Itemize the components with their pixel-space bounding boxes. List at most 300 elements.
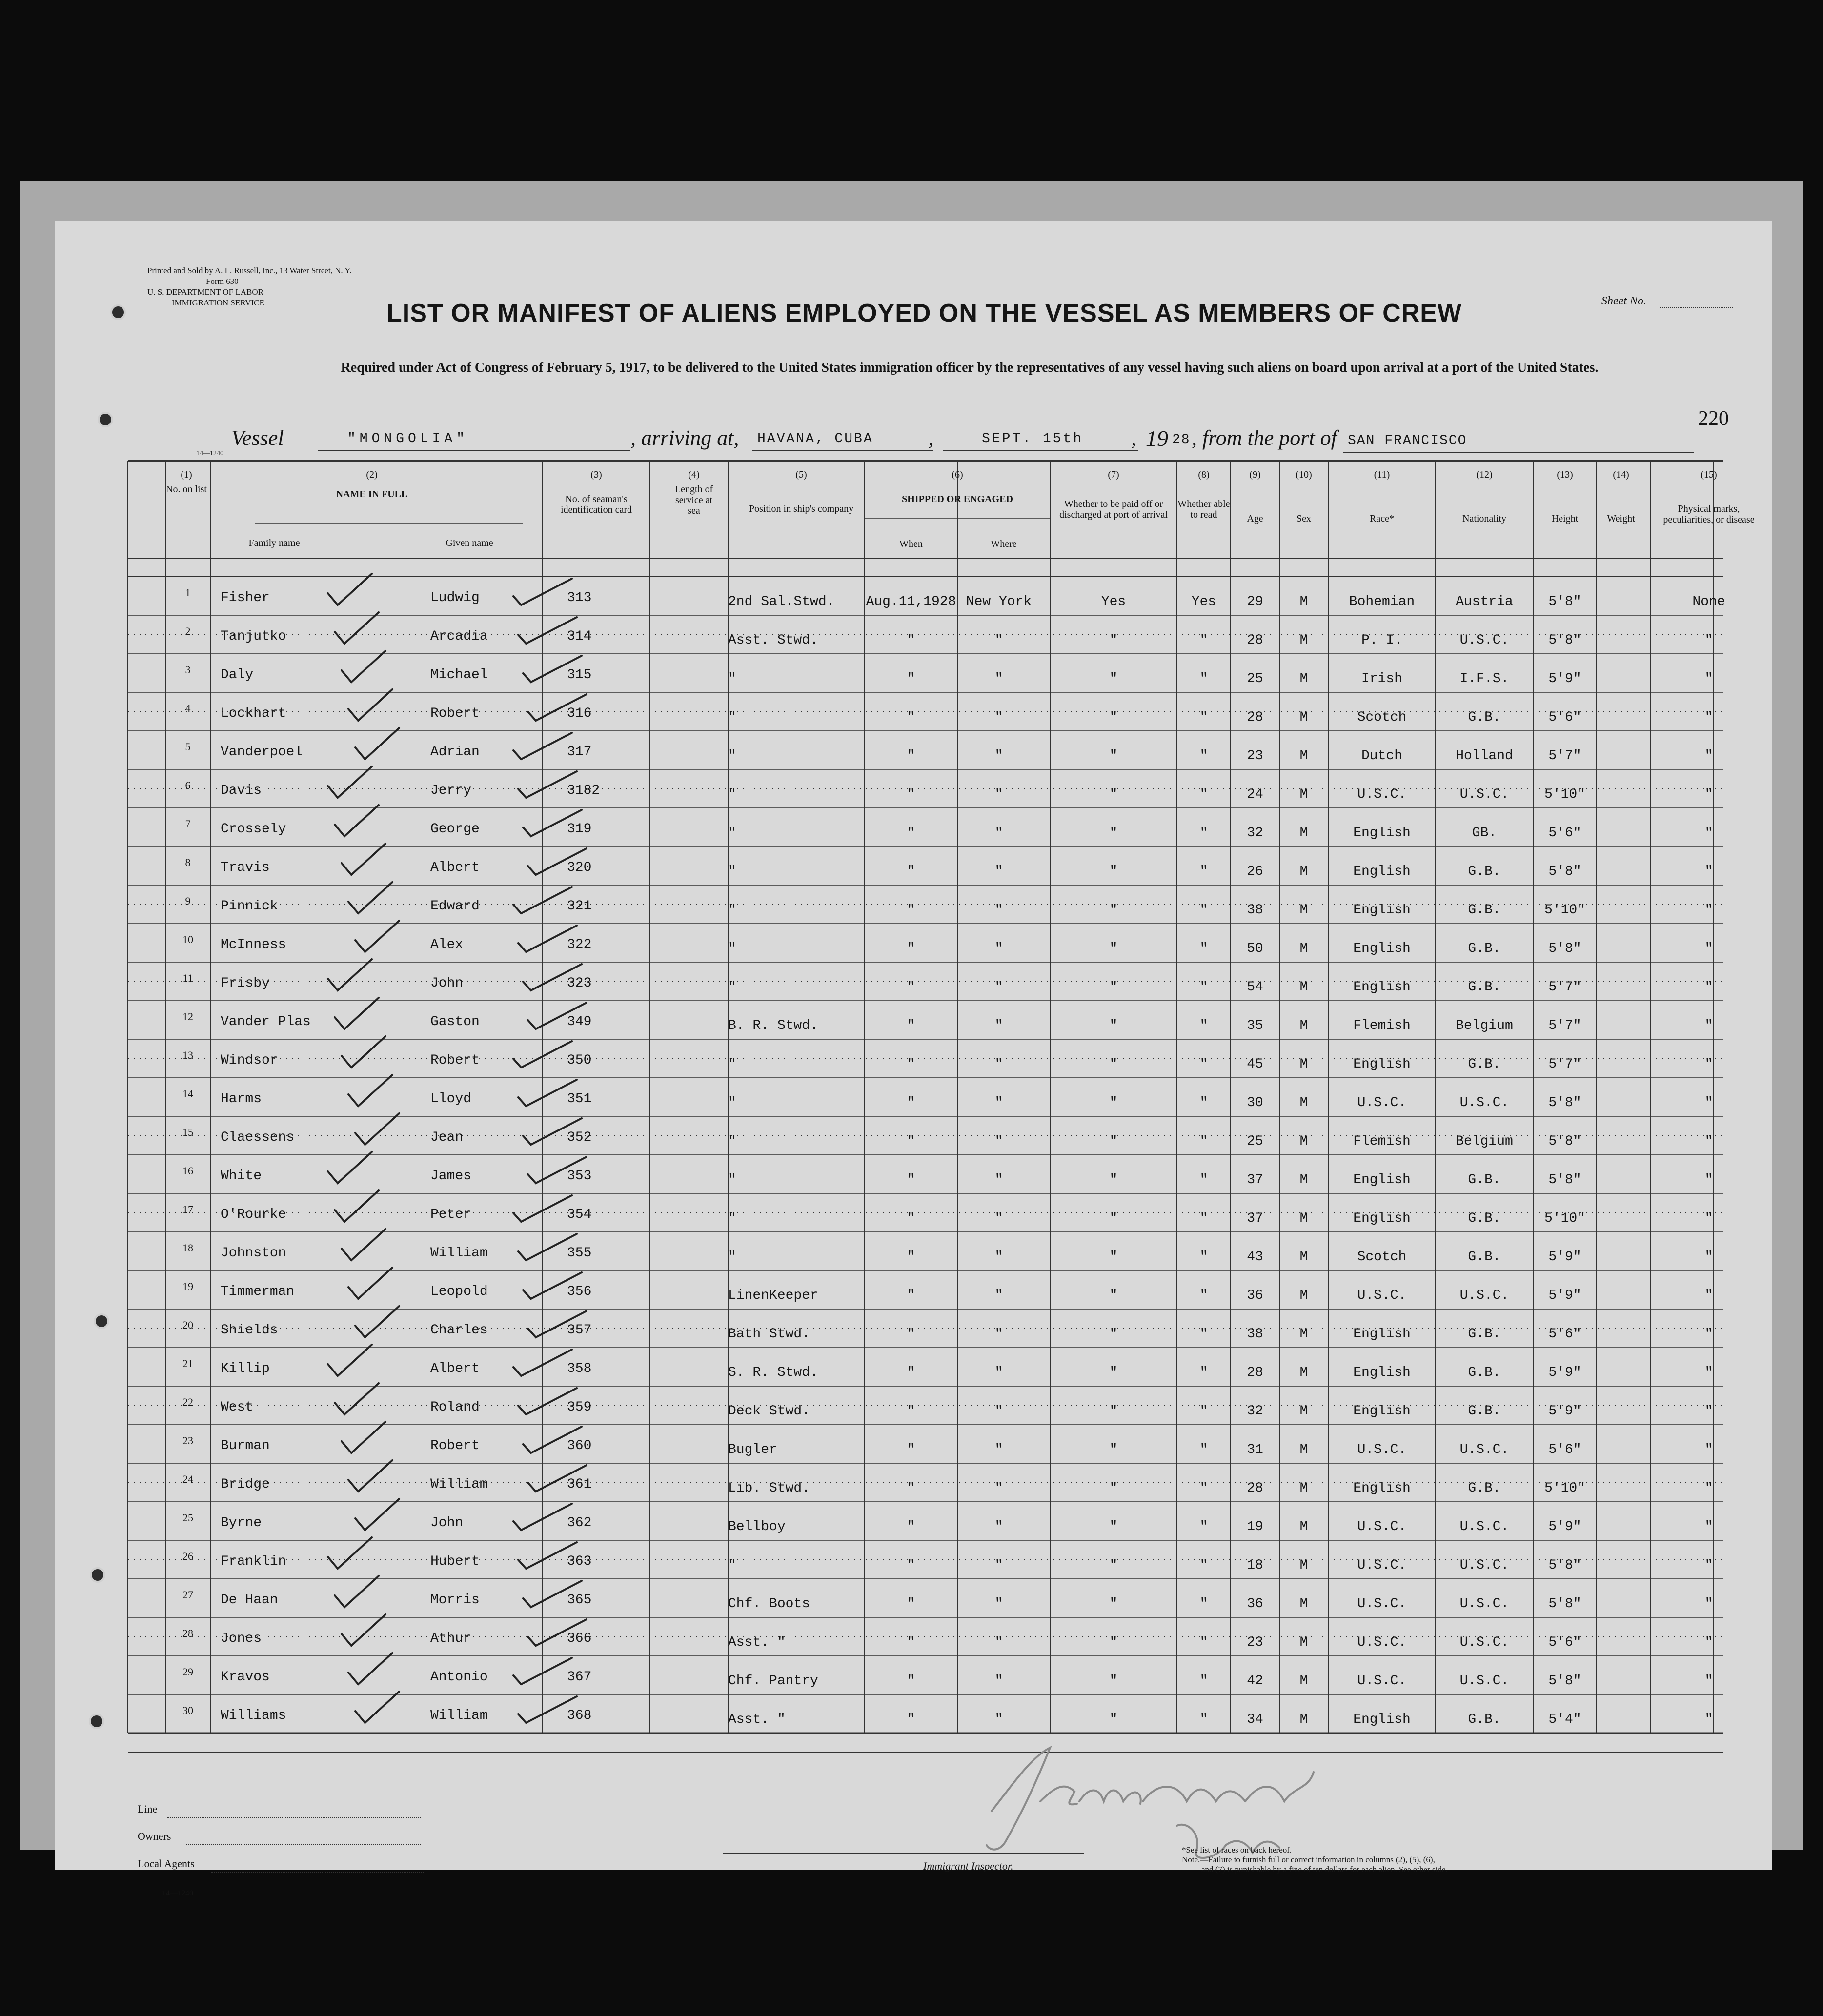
cell-family: Fisher [221,590,270,605]
cell-age: 38 [1247,903,1263,918]
cell-given: Michael [430,667,488,683]
cell-sex: M [1299,1250,1308,1265]
cell-paid: " [1109,980,1118,995]
cell-sex: M [1299,1558,1308,1573]
penalty-note: Note.—Failure to furnish full or correct information in columns (2), (5), (6), [1182,1855,1435,1864]
cell-family: De Haan [221,1593,278,1608]
cell-family: Davis [221,783,262,798]
cell-nationality: G.B. [1468,1057,1501,1072]
cell-height: 5'10" [1544,1481,1585,1496]
cell-given: Lloyd [430,1091,472,1107]
cell-marks: None [1692,594,1725,609]
cell-marks: " [1704,1673,1713,1689]
cell-no: 2 [185,625,191,637]
cell-nationality: G.B. [1468,1250,1501,1265]
col13-number: (13) [1557,469,1573,480]
cell-paid: " [1109,941,1118,956]
cell-no: 21 [182,1357,193,1370]
year-prefix: 19 [1146,426,1168,451]
cell-marks: " [1704,1519,1713,1534]
cell-height: 5'8" [1548,1596,1581,1612]
cell-age: 42 [1247,1673,1263,1689]
cell-where: " [994,903,1003,918]
cell-family: West [221,1400,254,1415]
cell-read: " [1199,941,1208,956]
cell-no: 19 [182,1280,193,1292]
inspector-label: Immigrant Inspector. [923,1860,1013,1872]
cell-where: New York [966,594,1032,609]
cell-when: " [907,1134,915,1149]
cell-age: 28 [1247,710,1263,725]
cell-read: " [1199,1558,1208,1573]
cell-family: Kravos [221,1670,270,1685]
cell-where: " [994,1134,1003,1149]
cell-read: " [1199,1712,1208,1727]
cell-paid: " [1109,903,1118,918]
cell-given: Albert [430,860,480,875]
cell-position: Bugler [728,1442,777,1457]
cell-given: James [430,1169,472,1184]
arrival-date: SEPT. 15th [982,431,1084,446]
cell-when: " [907,671,915,686]
cell-height: 5'7" [1548,1018,1581,1033]
cell-height: 5'10" [1544,903,1585,918]
line-label: Line [138,1803,158,1815]
cell-sex: M [1299,980,1308,995]
cell-where: " [994,1057,1003,1072]
cell-marks: " [1704,1481,1713,1496]
cell-position: Lib. Stwd. [728,1481,810,1496]
cell-race: U.S.C. [1357,787,1407,802]
cell-family: Lockhart [221,706,286,721]
cell-age: 25 [1247,671,1263,686]
cell-height: 5'7" [1548,748,1581,764]
cell-card: 354 [567,1207,592,1222]
cell-when: " [907,1481,915,1496]
cell-read: " [1199,1327,1208,1342]
cell-marks: " [1704,1057,1713,1072]
cell-position: " [728,671,736,686]
penalty-note-cont: and (7) is punishable by a fine of ten dollars for each alien. See other side. [1201,1865,1448,1874]
footer-fields [138,1795,195,1877]
col14-number: (14) [1613,469,1629,480]
cell-no: 11 [182,972,193,984]
cell-age: 23 [1247,1635,1263,1650]
cell-card: 359 [567,1400,592,1415]
cell-read: " [1199,903,1208,918]
cell-position: " [728,710,736,725]
cell-family: Claessens [221,1130,295,1145]
col4-number: (4) [688,469,700,480]
cell-age: 32 [1247,826,1263,841]
cell-given: Adrian [430,745,480,760]
cell-race: Flemish [1353,1134,1411,1149]
cell-height: 5'10" [1544,787,1585,802]
cell-age: 24 [1247,787,1263,802]
cell-when: " [907,1211,915,1226]
cell-nationality: G.B. [1468,903,1501,918]
cell-sex: M [1299,1327,1308,1342]
cell-where: " [994,826,1003,841]
from-port-label: , from the port of [1192,426,1337,450]
cell-marks: " [1704,1365,1713,1380]
cell-card: 361 [567,1477,592,1492]
cell-position: S. R. Stwd. [728,1365,818,1380]
cell-sex: M [1299,1442,1308,1457]
cell-no: 10 [182,933,193,946]
cell-race: Irish [1361,671,1402,686]
cell-card: 357 [567,1323,592,1338]
cell-read: " [1199,1596,1208,1612]
col6b-header: Where [991,539,1017,549]
cell-read: " [1199,1134,1208,1149]
cell-sex: M [1299,787,1308,802]
cell-height: 5'8" [1548,1095,1581,1110]
cell-age: 34 [1247,1712,1263,1727]
cell-race: English [1353,1404,1411,1419]
cell-when: " [907,1288,915,1303]
cell-when: " [907,1558,915,1573]
cell-card: 360 [567,1438,592,1453]
cell-when: " [907,748,915,764]
cell-age: 37 [1247,1211,1263,1226]
cell-when: " [907,1712,915,1727]
sheet-number-label: Sheet No. [1601,295,1646,307]
cell-paid: " [1109,864,1118,879]
cell-sex: M [1299,671,1308,686]
cell-given: Jerry [430,783,472,798]
cell-nationality: U.S.C. [1459,1596,1509,1612]
cell-where: " [994,1018,1003,1033]
cell-family: Byrne [221,1515,262,1531]
cell-when: " [907,1442,915,1457]
cell-sex: M [1299,1365,1308,1380]
cell-marks: " [1704,1211,1713,1226]
cell-where: " [994,1558,1003,1573]
cell-where: " [994,1404,1003,1419]
cell-race: English [1353,1057,1411,1072]
cell-position: " [728,748,736,764]
cell-nationality: U.S.C. [1459,787,1509,802]
cell-race: Scotch [1357,710,1407,725]
cell-given: John [430,976,464,991]
cell-given: Peter [430,1207,472,1222]
cell-when: " [907,903,915,918]
cell-card: 350 [567,1053,592,1068]
cell-card: 316 [567,706,592,721]
local-agents-field[interactable] [211,1872,425,1873]
cell-where: " [994,1288,1003,1303]
cell-race: English [1353,941,1411,956]
cell-race: English [1353,1211,1411,1226]
cell-where: " [994,787,1003,802]
service-name: IMMIGRATION SERVICE [172,298,264,307]
cell-read: " [1199,864,1208,879]
cell-height: 5'8" [1548,1558,1581,1573]
cell-card: 313 [567,590,592,605]
cell-given: John [430,1515,464,1531]
cell-no: 30 [182,1704,193,1716]
cell-paid: Yes [1101,594,1126,609]
cell-nationality: G.B. [1468,1327,1501,1342]
cell-family: Vander Plas [221,1014,311,1029]
cell-when: " [907,1327,915,1342]
footnotes [1182,1845,1448,1875]
cell-race: English [1353,1172,1411,1188]
cell-nationality: G.B. [1468,1172,1501,1188]
cell-height: 5'8" [1548,1673,1581,1689]
form-code-bottom: 14—1240 [162,1889,193,1897]
cell-family: Daly [221,667,254,683]
cell-no: 16 [182,1165,193,1177]
cell-sex: M [1299,594,1308,609]
cell-nationality: G.B. [1468,1365,1501,1380]
cell-height: 5'9" [1548,1404,1581,1419]
cell-where: " [994,1365,1003,1380]
cell-family: Frisby [221,976,270,991]
col11-header: Race* [1370,513,1394,524]
cell-when: " [907,1057,915,1072]
cell-no: 27 [182,1589,193,1601]
inspector-signature-line[interactable] [723,1853,1084,1854]
cell-position: 2nd Sal.Stwd. [728,594,835,609]
cell-paid: " [1109,1211,1118,1226]
cell-card: 353 [567,1169,592,1184]
cell-paid: " [1109,1481,1118,1496]
cell-nationality: G.B. [1468,980,1501,995]
cell-marks: " [1704,671,1713,686]
cell-family: Burman [221,1438,270,1453]
cell-no: 12 [182,1010,193,1023]
cell-where: " [994,633,1003,648]
form-number: Form 630 [206,277,239,286]
cell-when: " [907,633,915,648]
cell-where: " [994,1172,1003,1188]
cell-nationality: U.S.C. [1459,633,1509,648]
cell-race: English [1353,864,1411,879]
cell-sex: M [1299,1673,1308,1689]
cell-sex: M [1299,748,1308,764]
cell-height: 5'9" [1548,671,1581,686]
cell-marks: " [1704,1596,1713,1612]
cell-when: " [907,1519,915,1534]
cell-position: Deck Stwd. [728,1404,810,1419]
cell-marks: " [1704,1288,1713,1303]
cell-given: Robert [430,1438,480,1453]
cell-family: Killip [221,1361,270,1376]
cell-paid: " [1109,1442,1118,1457]
col2-number: (2) [366,469,378,480]
cell-paid: " [1109,1404,1118,1419]
cell-height: 5'8" [1548,941,1581,956]
cell-race: U.S.C. [1357,1442,1407,1457]
owners-label: Owners [138,1830,171,1842]
cell-no: 5 [185,741,191,753]
cell-nationality: G.B. [1468,1712,1501,1727]
cell-age: 43 [1247,1250,1263,1265]
race-footnote: *See list of races on back hereof. [1182,1845,1292,1855]
cell-given: Robert [430,706,480,721]
cell-age: 36 [1247,1288,1263,1303]
cell-nationality: G.B. [1468,1481,1501,1496]
cell-read: " [1199,1481,1208,1496]
comma-separator: , [928,426,933,450]
cell-when: " [907,1018,915,1033]
cell-card: 358 [567,1361,592,1376]
cell-given: William [430,1708,488,1723]
col6a-header: When [899,539,923,549]
cell-marks: " [1704,1635,1713,1650]
cell-height: 5'6" [1548,710,1581,725]
cell-marks: " [1704,1095,1713,1110]
cell-card: 366 [567,1631,592,1646]
cell-where: " [994,1596,1003,1612]
col6-header: SHIPPED OR ENGAGED [902,494,1013,504]
cell-paid: " [1109,1057,1118,1072]
cell-position: Bath Stwd. [728,1327,810,1342]
cell-read: " [1199,1250,1208,1265]
cell-age: 25 [1247,1134,1263,1149]
cell-marks: " [1704,1712,1713,1727]
cell-nationality: G.B. [1468,1404,1501,1419]
col2-header: NAME IN FULL [336,489,408,500]
cell-read: " [1199,671,1208,686]
cell-paid: " [1109,826,1118,841]
cell-read: " [1199,1673,1208,1689]
cell-nationality: U.S.C. [1459,1442,1509,1457]
arriving-label: , arriving at, [630,426,739,450]
cell-position: " [728,1211,736,1226]
cell-age: 37 [1247,1172,1263,1188]
cell-family: Franklin [221,1554,286,1569]
cell-height: 5'8" [1548,633,1581,648]
cell-given: Albert [430,1361,480,1376]
cell-family: Vanderpoel [221,745,303,760]
cell-read: " [1199,1211,1208,1226]
cell-card: 322 [567,937,592,952]
cell-age: 28 [1247,1481,1263,1496]
cell-race: English [1353,1365,1411,1380]
cell-race: Bohemian [1349,594,1415,609]
cell-when: " [907,1635,915,1650]
cell-race: English [1353,980,1411,995]
cell-height: 5'6" [1548,1442,1581,1457]
cell-nationality: G.B. [1468,864,1501,879]
col9-number: (9) [1249,469,1261,480]
col2a-header: Family name [248,538,300,548]
line-field[interactable] [167,1817,421,1818]
cell-family: Windsor [221,1053,278,1068]
cell-sex: M [1299,710,1308,725]
cell-position: " [728,826,736,841]
cell-position: " [728,1250,736,1265]
cell-age: 29 [1247,594,1263,609]
cell-age: 45 [1247,1057,1263,1072]
cell-card: 320 [567,860,592,875]
cell-when: " [907,1596,915,1612]
cell-position: Bellboy [728,1519,786,1534]
cell-where: " [994,1250,1003,1265]
year-suffix: 28 [1172,432,1191,447]
cell-paid: " [1109,1172,1118,1188]
cell-sex: M [1299,1172,1308,1188]
local-agents-label: Local Agents [138,1857,195,1870]
cell-race: U.S.C. [1357,1673,1407,1689]
cell-where: " [994,1519,1003,1534]
cell-read: " [1199,826,1208,841]
cell-age: 19 [1247,1519,1263,1534]
cell-position: " [728,787,736,802]
cell-no: 24 [182,1473,193,1485]
cell-race: English [1353,826,1411,841]
cell-given: Edward [430,899,480,914]
cell-marks: " [1704,748,1713,764]
cell-age: 31 [1247,1442,1263,1457]
cell-race: Flemish [1353,1018,1411,1033]
vessel-name: "MONGOLIA" [347,431,469,446]
cell-sex: M [1299,826,1308,841]
cell-age: 26 [1247,864,1263,879]
cell-card: 317 [567,745,592,760]
cell-paid: " [1109,1596,1118,1612]
page-subtitle: Required under Act of Congress of February 5, 1917, to be delivered to the United States immigration officer by the representatives of any vessel having such aliens on board upon arrival at a port of the United States. [341,360,1599,375]
cell-no: 1 [185,586,191,599]
cell-marks: " [1704,826,1713,841]
cell-paid: " [1109,1134,1118,1149]
owners-field[interactable] [186,1844,421,1845]
cell-nationality: G.B. [1468,710,1501,725]
cell-nationality: U.S.C. [1459,1558,1509,1573]
cell-given: Antonio [430,1670,488,1685]
cell-when: " [907,941,915,956]
cell-sex: M [1299,1095,1308,1110]
cell-given: Arcadia [430,629,488,644]
cell-age: 18 [1247,1558,1263,1573]
cell-read: " [1199,1404,1208,1419]
cell-position: " [728,903,736,918]
cell-where: " [994,1211,1003,1226]
cell-nationality: U.S.C. [1459,1635,1509,1650]
cell-race: English [1353,1481,1411,1496]
cell-marks: " [1704,633,1713,648]
cell-nationality: Belgium [1456,1134,1513,1149]
cell-when: " [907,1404,915,1419]
arrival-port: HAVANA, CUBA [757,431,873,446]
cell-marks: " [1704,1018,1713,1033]
cell-family: Jones [221,1631,262,1646]
cell-given: Charles [430,1323,488,1338]
cell-race: English [1353,1327,1411,1342]
cell-sex: M [1299,1134,1308,1149]
col10-number: (10) [1296,469,1312,480]
page-title: LIST OR MANIFEST OF ALIENS EMPLOYED ON THE VESSEL AS MEMBERS OF CREW [386,299,1462,327]
cell-race: Scotch [1357,1250,1407,1265]
cell-card: 356 [567,1284,592,1299]
cell-marks: " [1704,1404,1713,1419]
col8-header: Whether able to read [1177,499,1230,520]
cell-card: 315 [567,667,592,683]
cell-race: U.S.C. [1357,1095,1407,1110]
cell-family: Bridge [221,1477,270,1492]
cell-height: 5'9" [1548,1288,1581,1303]
cell-position: Asst. " [728,1635,786,1650]
cell-race: English [1353,903,1411,918]
cell-position: " [728,864,736,879]
cell-paid: " [1109,1673,1118,1689]
cell-marks: " [1704,1327,1713,1342]
cell-read: " [1199,1018,1208,1033]
cell-paid: " [1109,1018,1118,1033]
